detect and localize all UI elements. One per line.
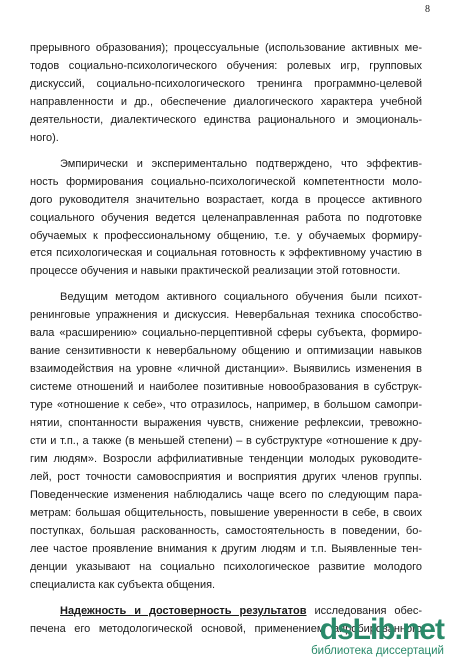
text-line: Поведенческие изменения наблюдались чаще всего по следующим пара- bbox=[30, 488, 422, 501]
text-line: процессе обучения и навыки практической реализации этой готовности. bbox=[30, 265, 401, 278]
text-line: поступках, большая раскованность, самостоятельность в поведении, бо- bbox=[30, 524, 422, 537]
text-line: ется психологическая и социальная готовность к эффективному участию в bbox=[30, 247, 422, 260]
document-body bbox=[30, 40, 422, 639]
text-line: системе отношений и наиболее позитивные новообразования в субструк- bbox=[30, 381, 422, 394]
watermark-subtitle: библиотека диссертаций bbox=[311, 645, 444, 657]
page-number: 8 bbox=[425, 4, 430, 15]
text-line: Эмпирически и экспериментально подтверждено, что эффектив- bbox=[60, 157, 422, 170]
text-line: вала «расширению» социально-перцептивной сферы субъекта, формиро- bbox=[30, 327, 422, 340]
text-line: ного). bbox=[30, 131, 59, 144]
text-line: туре «отношение к себе», что отразилось, например, в большом самопри- bbox=[30, 399, 422, 412]
text-line: сти и т.п., а также (в меньшей степени) – в субструктуре «отношение к дру- bbox=[30, 435, 422, 448]
text-line: направленности и др., обеспечение диалогического характера учебной bbox=[30, 95, 422, 108]
paragraph bbox=[30, 156, 422, 282]
text-line: дискуссий, социально-психологического тренинга программно-целевой bbox=[30, 77, 422, 90]
text-line: социального обучения ведется целенаправленная работа по подготовке bbox=[30, 211, 422, 224]
text-line: ность формирования социально-психологической компетентности моло- bbox=[30, 175, 422, 188]
text-line: лей, рост точности самовосприятия и восприятия других членов группы. bbox=[30, 470, 422, 483]
paragraph bbox=[30, 289, 422, 594]
heading-tail: исследования обес- bbox=[306, 604, 422, 617]
text-line: дого руководителя значительно возрастает, когда в процессе активного bbox=[30, 193, 422, 206]
text-line: прерывного образования); процессуальные (использование активных ме- bbox=[30, 42, 422, 54]
watermark-logo: dsLib.net bbox=[319, 613, 444, 646]
text-line: вание сензитивности к невербальному общению и оптимизации навыков bbox=[30, 345, 422, 358]
text-line: денции указывают на социально психологическое развитие молодого bbox=[30, 560, 422, 573]
text-line: лее частое проявление внимания к другим людям и т.п. Выявленные тен- bbox=[30, 542, 422, 555]
text-line: взаимодействия на уровне «личной дистанции». Выявились изменения в bbox=[30, 363, 422, 376]
text-line: деятельности, диалектического единства рационального и эмоциональ- bbox=[30, 113, 422, 126]
text-line: тодов социально-психологического обучения: ролевых игр, групповых bbox=[30, 59, 422, 72]
paragraph bbox=[30, 40, 422, 148]
text-line: метрам: большая общительность, повышение уверенности в себе, в своих bbox=[30, 506, 422, 519]
text-line: нятии, спонтанности выражения чувств, снижение рефлексии, тревожно- bbox=[30, 417, 422, 430]
text-line: обучаемых к профессиональному общению, т.е. у обучаемых формиру- bbox=[30, 229, 422, 242]
text-line: специалиста как субъекта общения. bbox=[30, 578, 216, 591]
section-heading: Надежность и достоверность результатов bbox=[60, 604, 307, 617]
text-line: Ведущим методом активного социального обучения были психот- bbox=[60, 291, 422, 304]
text-line: ренинговые упражнения и дискуссия. Невербальная техника способство- bbox=[30, 309, 422, 322]
text-line: печена его методологической основой, применением апробированного bbox=[30, 622, 422, 635]
text-line: гим людям». Возросли аффилиативные тенденции молодых руководите- bbox=[30, 452, 422, 465]
watermark bbox=[311, 615, 444, 658]
